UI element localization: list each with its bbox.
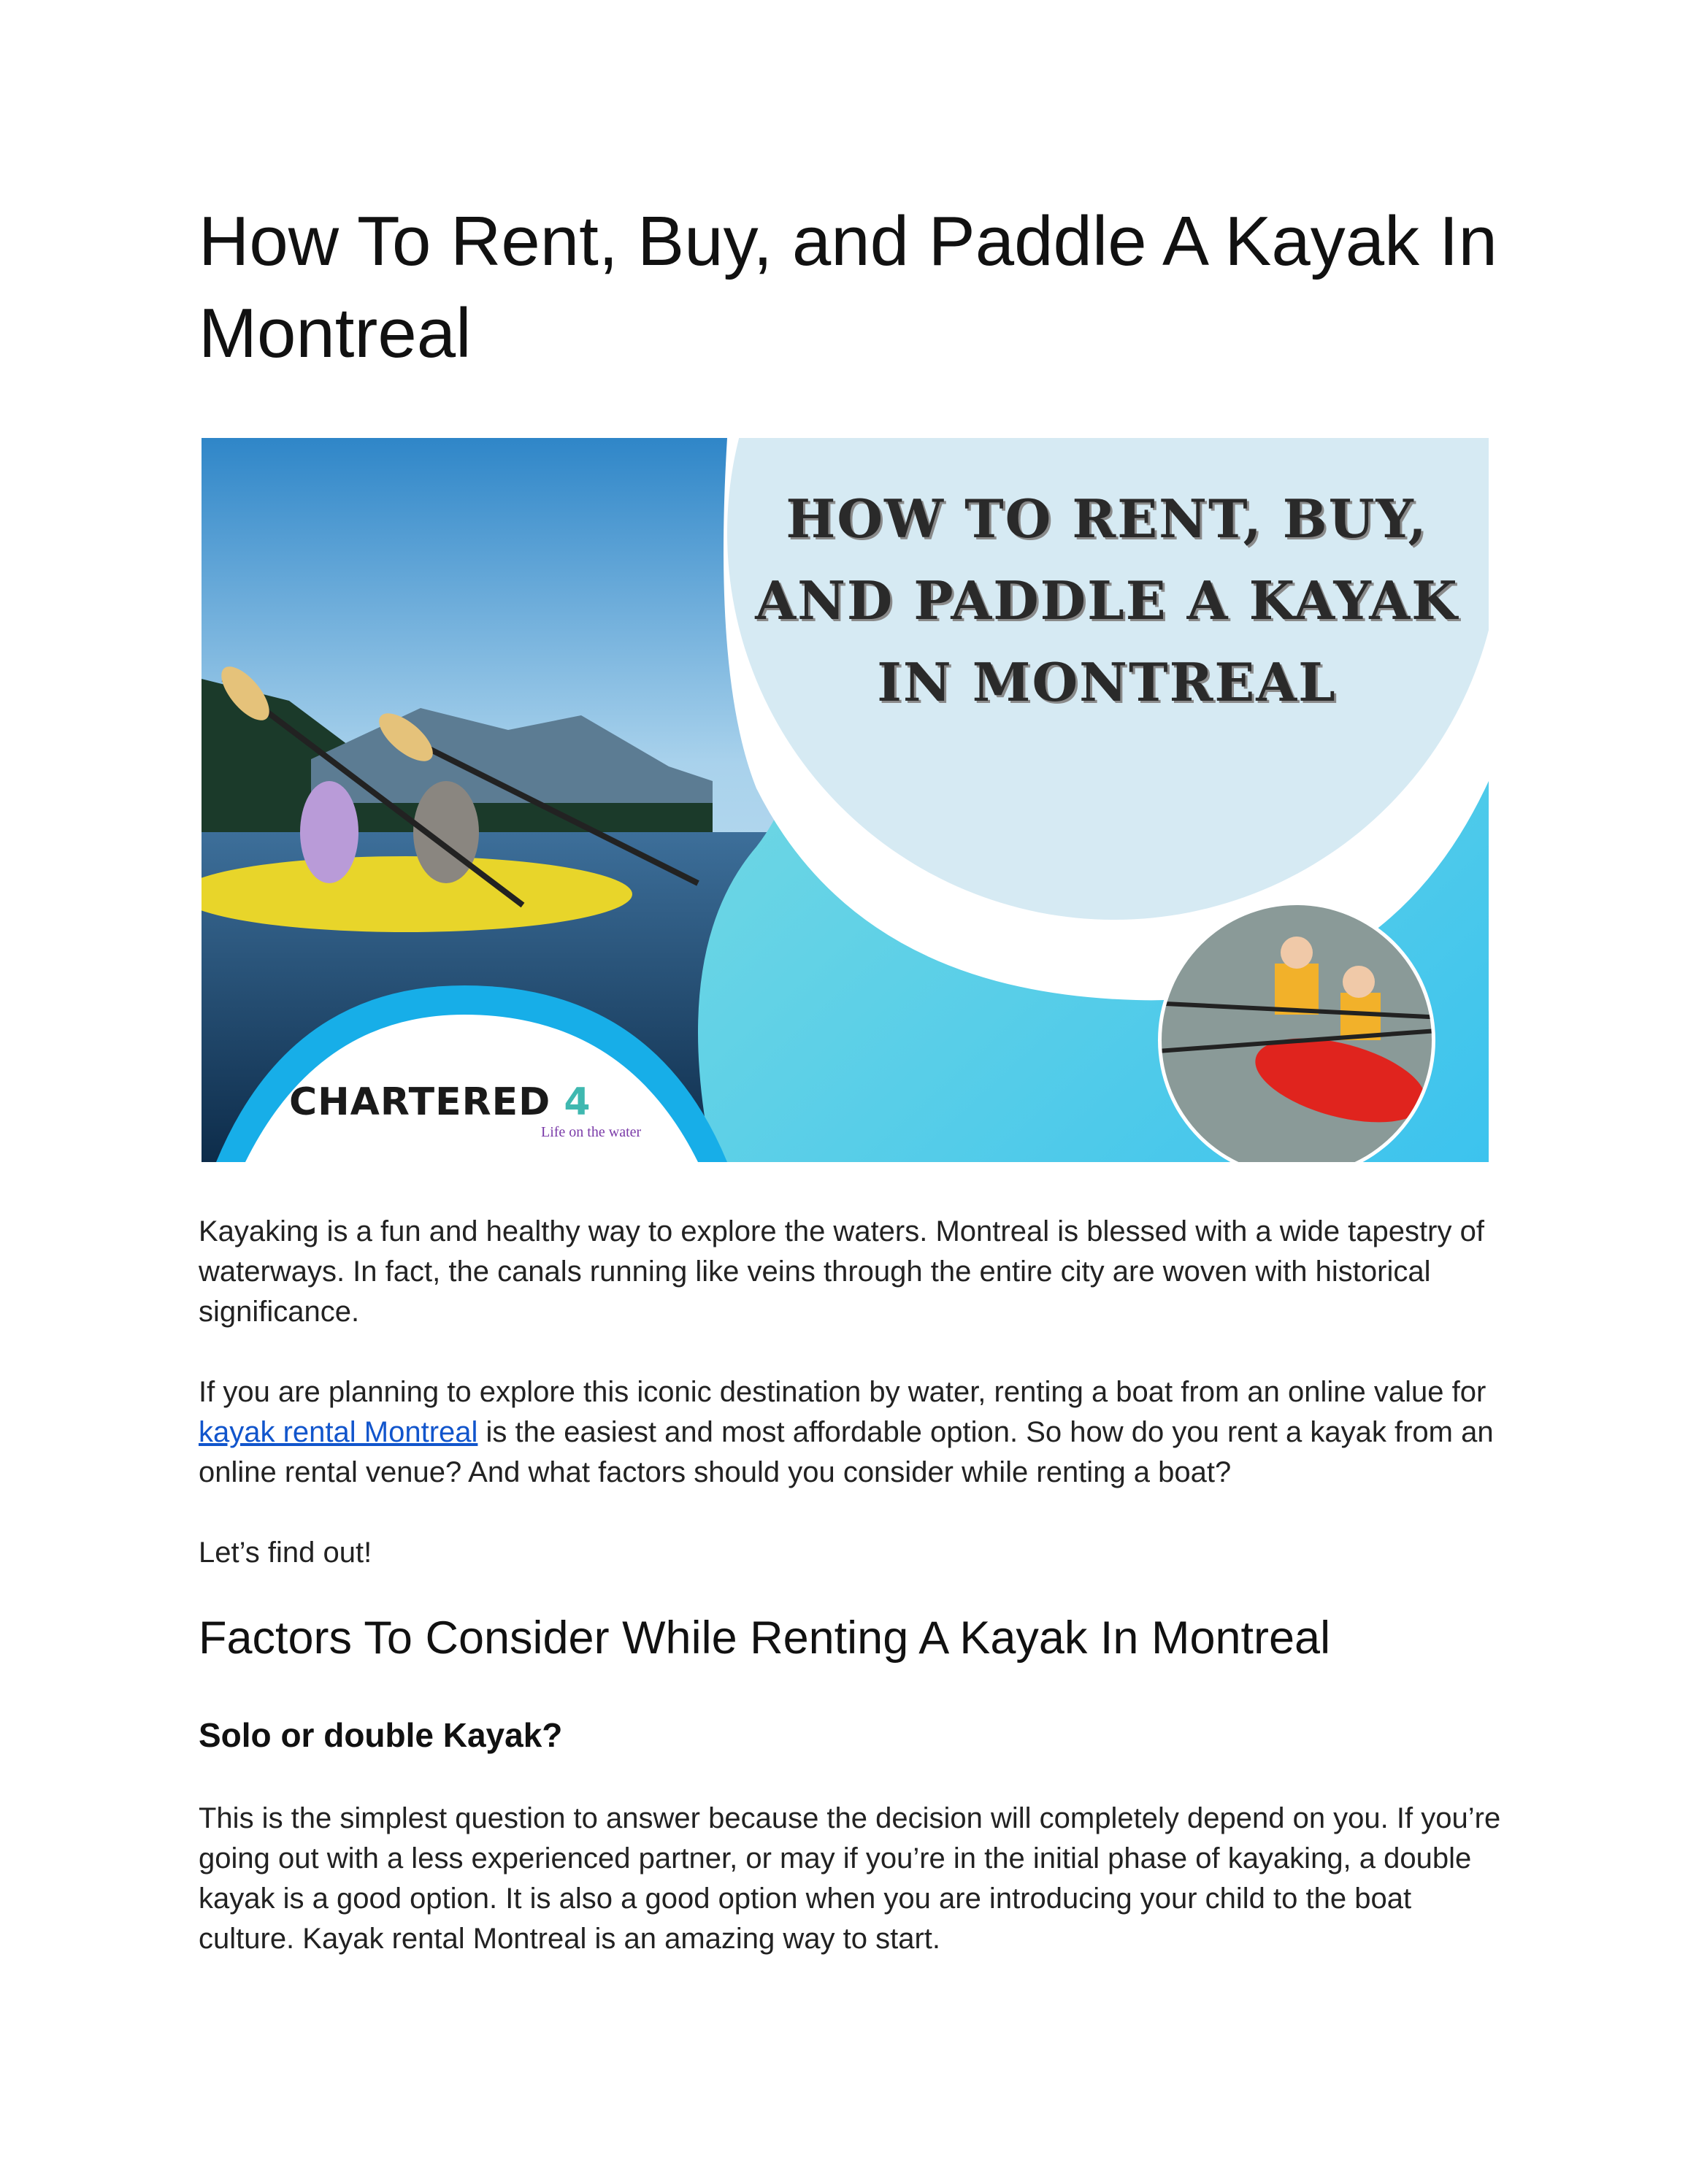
logo-tagline: Life on the water [541,1124,642,1140]
section-heading: Factors To Consider While Renting A Kayak In Montreal [199,1612,1331,1664]
rental-paragraph [199,1372,1513,1493]
logo-text: CHARTERED [289,1080,551,1124]
lets-find-out: Let’s find out! [199,1537,372,1569]
paddler-1 [300,781,358,883]
text: If you are planning to explore this iconic destination by water, renting a boat from an online value for [199,1376,1486,1408]
kayak-rental-link[interactable]: kayak rental Montreal [199,1416,478,1448]
subsection-heading: Solo or double Kayak? [199,1716,563,1754]
solo-double-paragraph: This is the simplest question to answer because the decision will completely depend on you. If you’re going out with a less experienced partner, or may if you’re in the initial phase of kayaking, a double kayak is a good option. It is also a good option when you are introducing your child to the boat culture. Kayak rental Montreal is an amazing way to start. [199,1802,1501,1955]
brand-logo [289,1080,591,1124]
page-title: How To Rent, Buy, and Paddle A Kayak In Montreal [199,202,1497,372]
intro-paragraph: Kayaking is a fun and healthy way to explore the waters. Montreal is blessed with a wide tapestry of waterways. In fact, the canals running like veins through the entire city are woven with historical significance. [199,1215,1484,1328]
logo-number: 4 [564,1080,591,1124]
hero-image [202,438,1489,1162]
hero-headline: HOW TO RENT, BUY, AND PADDLE A KAYAK IN MONTREAL [755,488,1459,713]
text: is the easiest and most affordable option. So how do you rent a kayak from an online rental venue? And what factors should you consider while renting a boat? [199,1416,1494,1488]
